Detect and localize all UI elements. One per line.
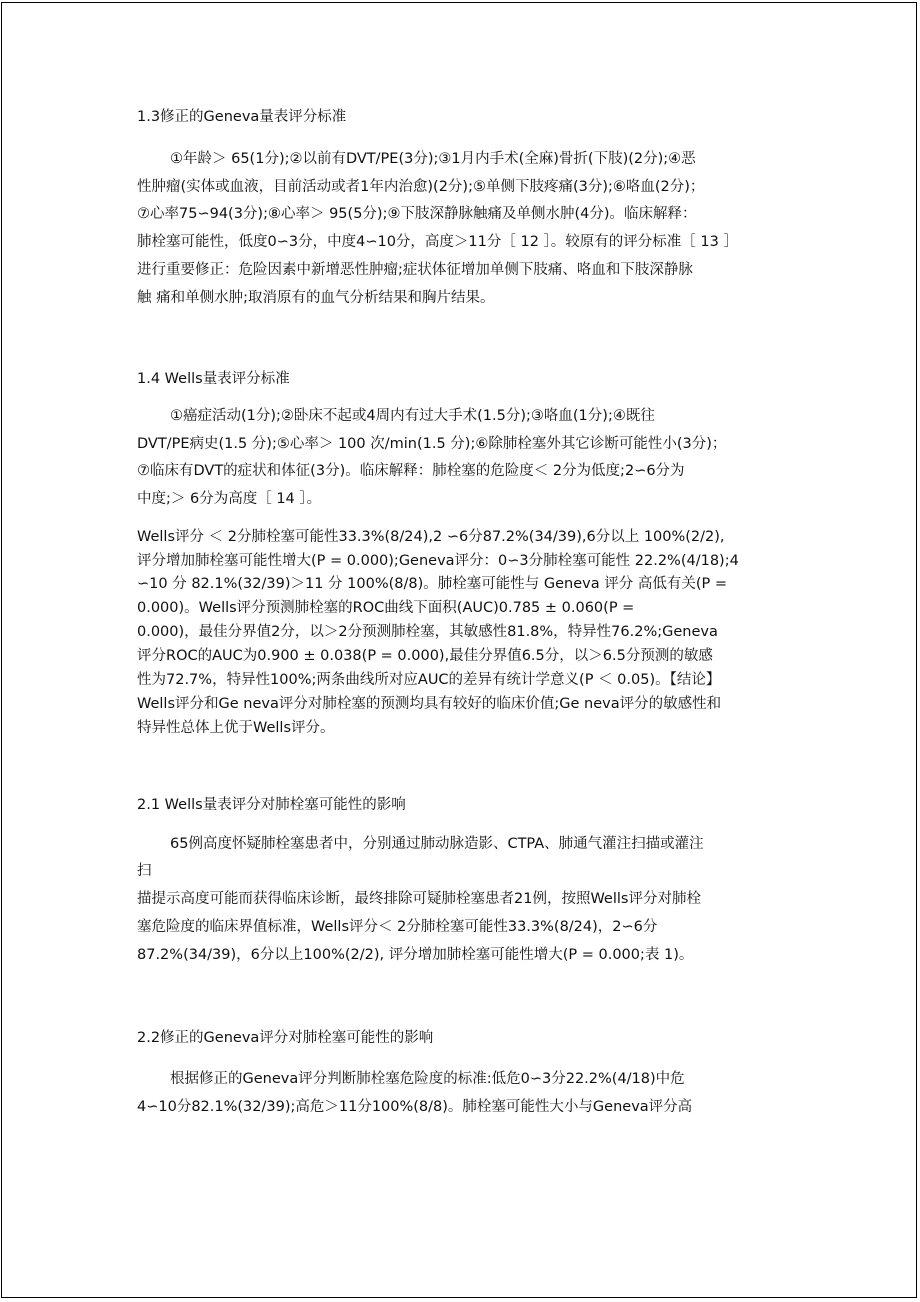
section-heading-2-1: 2.1 Wells量表评分对肺栓塞可能性的影响: [137, 797, 406, 813]
paragraph-line: 进行重要修正：危险因素中新增恶性肿瘤;症状体征增加单侧下肢痛、咯血和下肢深静脉: [137, 262, 693, 278]
paragraph-line: 中度;＞ 6分为高度［ 14 ］。: [137, 491, 322, 507]
paragraph-line: 扫: [137, 863, 152, 879]
paragraph-line: ①年龄＞ 65(1分);②以前有DVT/PE(3分);③1月内手术(全麻)骨折(下肢)(2分);④恶: [170, 151, 696, 167]
paragraph-line: 0.000)，最佳分界值2分，以＞2分预测肺栓塞，其敏感性81.8%，特异性76.2%;Geneva: [137, 624, 718, 640]
paragraph-line: 肺栓塞可能性，低度0∽3分，中度4∽10分，高度＞11分［ 12 ］。较原有的评分标准［ 13 ］: [137, 234, 738, 250]
paragraph-line: ⑦心率75∽94(3分);⑧心率＞ 95(5分);⑨下肢深静脉触痛及单侧水肿(4分)。临床解释：: [137, 206, 697, 222]
section-heading-2-2: 2.2修正的Geneva评分对肺栓塞可能性的影响: [137, 1030, 434, 1046]
paragraph-line: Wells评分和Ge neva评分对肺栓塞的预测均具有较好的临床价值;Ge neva评分的敏感性和: [137, 696, 722, 712]
paragraph-line: 性肿瘤(实体或血液，目前活动或者1年内治愈)(2分);⑤单侧下肢疼痛(3分);⑥咯血(2分)；: [137, 179, 705, 195]
paragraph-line: 87.2%(34/39)，6分以上100%(2/2), 评分增加肺栓塞可能性增大(P = 0.000;表 1)。: [137, 947, 694, 963]
paragraph-line: ∽10 分 82.1%(32/39)＞11 分 100%(8/8)。肺栓塞可能性与 Geneva 评分 高低有关(P =: [137, 576, 727, 592]
paragraph-line: ⑦临床有DVT的症状和体征(3分)。临床解释：肺栓塞的危险度＜ 2分为低度;2∽6分为: [137, 463, 685, 479]
paragraph-line: 65例高度怀疑肺栓塞患者中，分别通过肺动脉造影、CTPA、肺通气灌注扫描或灌注: [170, 836, 704, 852]
section-heading-geneva: 1.3修正的Geneva量表评分标准: [137, 109, 347, 125]
paragraph-line: 特异性总体上优于Wells评分。: [137, 720, 335, 736]
paragraph-line: 描提示高度可能而获得临床诊断，最终排除可疑肺栓塞患者21例，按照Wells评分对肺栓: [137, 891, 701, 907]
paragraph-line: 评分增加肺栓塞可能性增大(P = 0.000);Geneva评分：0∽3分肺栓塞可能性 22.2%(4/18);4: [137, 553, 739, 569]
paragraph-line: 触 痛和单侧水肿;取消原有的血气分析结果和胸片结果。: [137, 290, 495, 306]
paragraph-line: ①癌症活动(1分);②卧床不起或4周内有过大手术(1.5分);③咯血(1分);④既往: [170, 408, 655, 424]
paragraph-line: 0.000)。Wells评分预测肺栓塞的ROC曲线下面积(AUC)0.785 ± 0.060(P =: [137, 600, 635, 616]
paragraph-line: Wells评分 ＜ 2分肺栓塞可能性33.3%(8/24),2 ∽6分87.2%(34/39),6分以上 100%(2/2),: [137, 529, 725, 545]
paragraph-line: 塞危险度的临床界值标准，Wells评分＜ 2分肺栓塞可能性33.3%(8/24)，2∽6分: [137, 919, 658, 935]
paragraph-line: 4∽10分82.1%(32/39);高危＞11分100%(8/8)。肺栓塞可能性大小与Geneva评分高: [137, 1099, 693, 1115]
section-heading-wells: 1.4 Wells量表评分标准: [137, 371, 290, 387]
paragraph-line: 性为72.7%，特异性100%;两条曲线所对应AUC的差异有统计学意义(P ＜ 0.05)。【结论】: [137, 672, 721, 688]
paragraph-line: DVT/PE病史(1.5 分);⑤心率＞ 100 次/min(1.5 分);⑥除肺栓塞外其它诊断可能性小(3分)；: [137, 436, 727, 452]
paragraph-line: 根据修正的Geneva评分判断肺栓塞危险度的标准:低危0∽3分22.2%(4/18)中危: [170, 1071, 685, 1087]
paragraph-line: 评分ROC的AUC为0.900 ± 0.038(P = 0.000),最佳分界值6.5分，以＞6.5分预测的敏感: [137, 648, 713, 664]
